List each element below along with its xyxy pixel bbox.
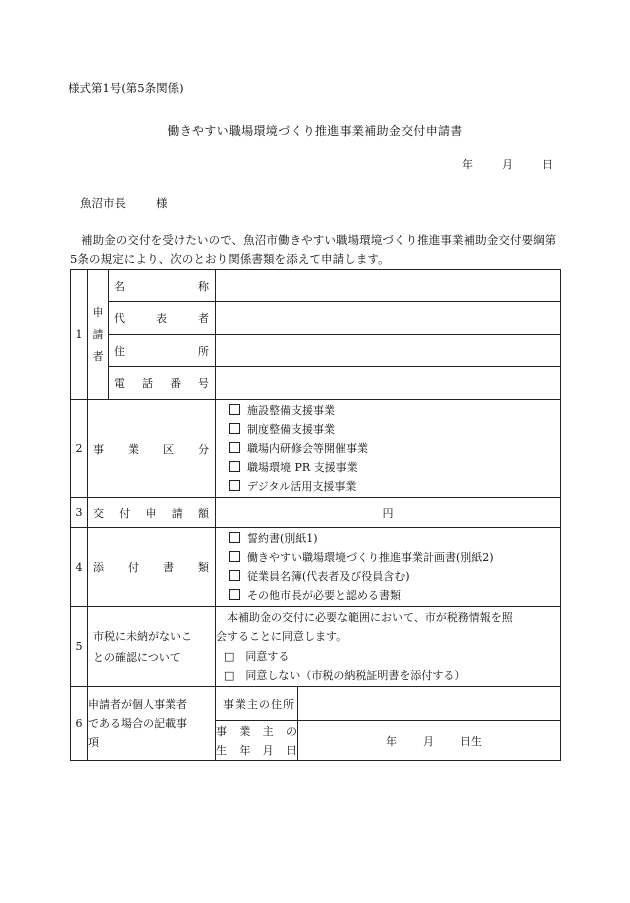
label-line: である場合の記載事 [88,717,187,730]
field-label-address: 住 所 [109,335,216,367]
label-char: 申 [92,305,104,319]
section-3-number: 3 [71,498,88,528]
section-5-number: 5 [71,607,88,687]
label-line: 市税に未納がないこ [93,629,192,643]
checkbox[interactable] [229,570,240,581]
consent-agree-option[interactable]: □ 同意する [224,649,290,663]
label-line: との確認について [93,650,181,664]
addressee-name: 魚沼市長 [80,196,126,210]
grant-amount-label: 交 付 申 請 額 [88,498,216,528]
addressee [80,195,168,211]
checkbox[interactable] [229,551,240,562]
owner-birthdate-input[interactable] [298,721,561,761]
application-form-table [70,269,561,761]
checkbox[interactable] [229,480,240,491]
label-char: 者 [92,349,104,363]
category-option[interactable]: 職場内研修会等開催事業 [216,439,560,458]
addressee-honorific: 様 [156,196,168,210]
date-day: 日 [542,158,553,171]
checkbox[interactable] [229,461,240,472]
category-option[interactable]: 職場環境 PR 支援事業 [216,458,560,477]
birth-day: 日生 [460,734,482,748]
tax-check-label [88,607,216,687]
attachments-options [216,528,561,607]
sole-proprietor-label [88,687,216,761]
field-label-representative: 代 表 者 [109,302,216,335]
birth-year: 年 [386,734,397,748]
date-year: 年 [462,158,473,171]
checkbox[interactable] [229,423,240,434]
owner-birthdate-label: 事 業 主 の 生 年 月 日 [216,721,298,761]
owner-address-label: 事業主の住所 [216,687,298,721]
consent-text: 本補助金の交付に必要な範囲において、市が税務情報を照 [227,610,513,624]
business-category-options [216,400,561,498]
checkbox[interactable] [229,404,240,415]
label-line: 項 [88,736,99,749]
attachments-label: 添 付 書 類 [88,528,216,607]
checkbox[interactable] [229,589,240,600]
business-category-label: 事 業 区 分 [88,400,216,498]
date-month: 月 [502,158,513,171]
form-number-label: 様式第1号(第5条関係) [68,81,184,95]
checkbox[interactable] [229,442,240,453]
owner-address-input[interactable] [298,687,561,721]
intro-paragraph: 補助金の交付を受けたいので、魚沼市働きやすい職場環境づくり推進事業補助金交付要綱第5条の規定により、次のとおり関係書類を添えて申請します。 [70,233,557,266]
category-option[interactable]: デジタル活用支援事業 [216,477,560,496]
consent-text: 会することに同意します。 [216,630,348,643]
birth-month: 月 [423,734,434,748]
address-input[interactable] [216,335,561,367]
checkbox[interactable] [229,532,240,543]
label-char: 請 [92,327,104,341]
attachment-option[interactable]: その他市長が必要と認める書類 [216,586,560,605]
document-title: 働きやすい職場環境づくり推進事業補助金交付申請書 [167,124,463,138]
attachment-option[interactable]: 誓約書(別紙1) [216,529,560,548]
application-date[interactable] [462,156,553,172]
attachment-option[interactable]: 従業員名簿(代表者及び役員含む) [216,567,560,586]
yen-unit: 円 [382,506,394,520]
label-line: 申請者が個人事業者 [88,698,187,711]
section-6-number: 6 [71,687,88,761]
section-1-number: 1 [71,270,88,400]
category-option[interactable]: 施設整備支援事業 [216,401,560,420]
category-option[interactable]: 制度整備支援事業 [216,420,560,439]
field-label-phone: 電 話 番 号 [109,367,216,400]
section-2-number: 2 [71,400,88,498]
applicant-group-label [88,270,109,400]
phone-input[interactable] [216,367,561,400]
attachment-option[interactable]: 働きやすい職場環境づくり推進事業計画書(別紙2) [216,548,560,567]
consent-disagree-option[interactable]: □ 同意しない（市税の納税証明書を添付する） [224,669,466,682]
grant-amount-input[interactable] [216,498,561,528]
field-label-name: 名 称 [109,270,216,302]
representative-input[interactable] [216,302,561,335]
section-4-number: 4 [71,528,88,607]
tax-consent-block [216,607,561,687]
applicant-name-input[interactable] [216,270,561,302]
